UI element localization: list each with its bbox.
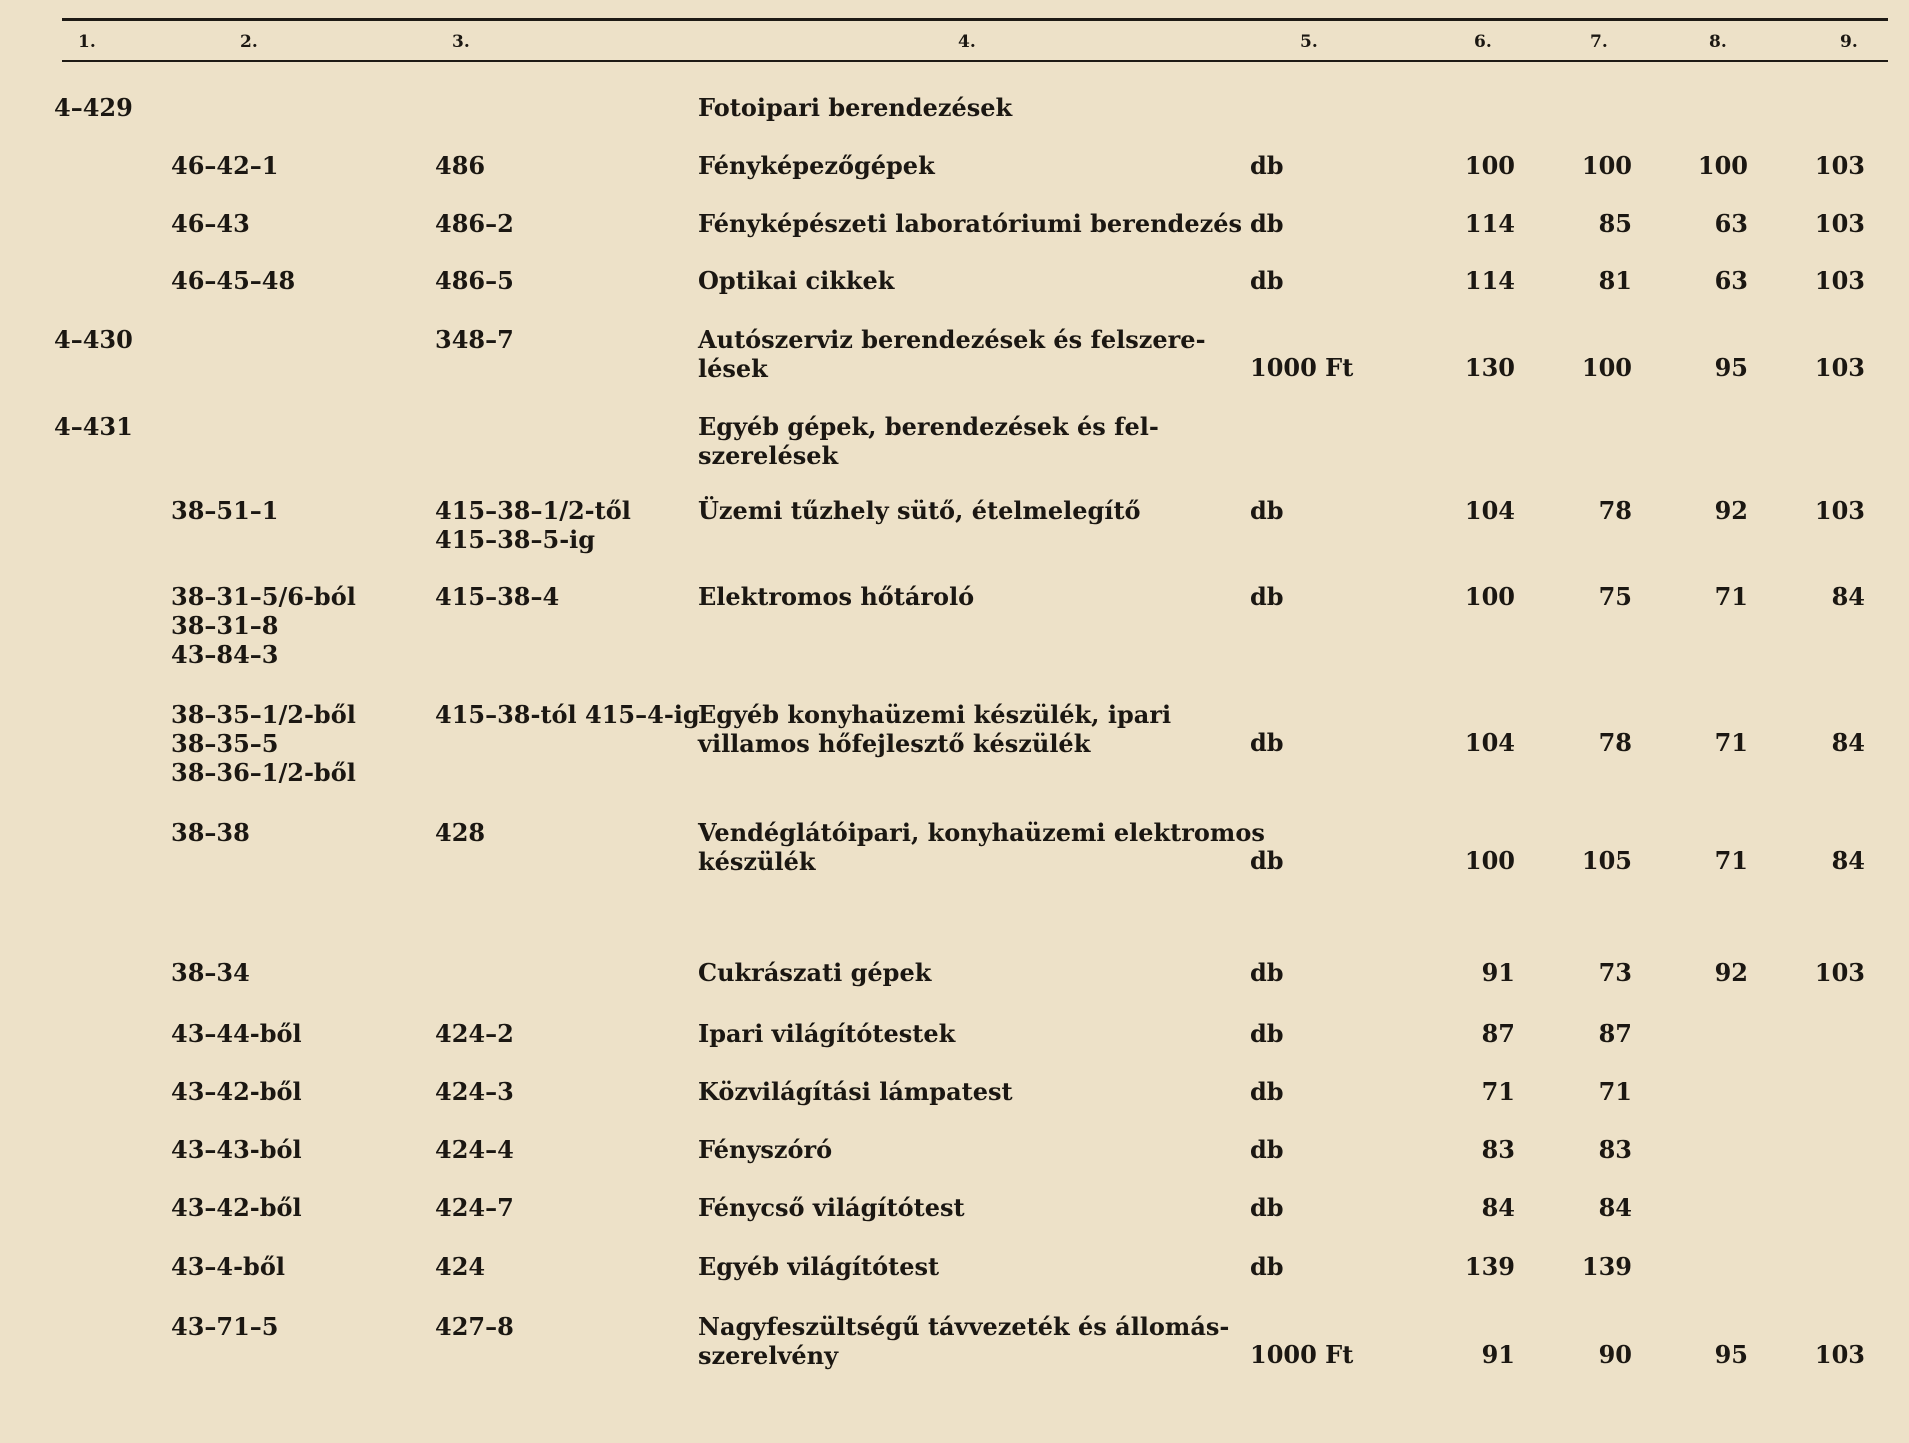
value-cell-7: 78 (1598, 496, 1632, 525)
description-cell-line: Autószerviz berendezések és felszere- (698, 325, 1206, 354)
value-cell-8: 95 (1714, 1340, 1748, 1369)
ref-code-cell-line: 424–4 (435, 1135, 514, 1164)
value-cell-8: 100 (1697, 151, 1748, 180)
code-cell-line: 38–36–1/2-ből (171, 758, 356, 787)
value-cell-9: 103 (1814, 266, 1865, 295)
description-cell-line: Egyéb gépek, berendezések és fel- (698, 412, 1159, 441)
column-header-4: 4. (958, 32, 976, 52)
code-cell-line: 38–35–5 (171, 729, 279, 758)
value-cell-9: 103 (1814, 958, 1865, 987)
description-cell (698, 1252, 939, 1281)
ref-code-cell (435, 151, 485, 180)
value-cell-7: 100 (1581, 151, 1632, 180)
description-cell (698, 266, 894, 295)
ref-code-cell-line: 486–5 (435, 266, 514, 295)
code-cell-line: 46–43 (171, 209, 250, 238)
value-cell-7: 83 (1598, 1135, 1632, 1164)
value-cell-6: 84 (1481, 1193, 1515, 1222)
code-cell (171, 1135, 302, 1164)
ref-code-cell (435, 1135, 514, 1164)
unit-cell: db (1250, 266, 1284, 295)
ref-code-cell-line: 415–38–1/2-től (435, 496, 631, 525)
value-cell-9: 84 (1831, 846, 1865, 875)
code-cell-line: 43–44-ből (171, 1019, 302, 1048)
value-cell-8: 95 (1714, 353, 1748, 382)
ref-code-cell-line: 348–7 (435, 325, 514, 354)
unit-cell: db (1250, 1135, 1284, 1164)
code-cell (171, 496, 279, 525)
code-cell (171, 1193, 302, 1222)
description-cell-line: Egyéb konyhaüzemi készülék, ipari (698, 700, 1172, 729)
unit-cell: 1000 Ft (1250, 1340, 1354, 1369)
description-cell-line: Fénycső világítótest (698, 1193, 965, 1222)
column-header-8: 8. (1709, 32, 1727, 52)
code-cell-line: 38–34 (171, 958, 250, 987)
description-cell-line: Közvilágítási lámpatest (698, 1077, 1013, 1106)
description-cell-line: Fényképészeti laboratóriumi berendezés (698, 209, 1243, 238)
column-header-1: 1. (78, 32, 96, 52)
value-cell-9: 103 (1814, 353, 1865, 382)
description-cell-line: Fényképezőgépek (698, 151, 935, 180)
description-cell (698, 1135, 832, 1164)
description-cell (698, 1019, 955, 1048)
code-cell-line: 46–42–1 (171, 151, 279, 180)
description-cell-line: készülék (698, 847, 816, 876)
ref-code-cell (435, 582, 559, 611)
value-cell-6: 83 (1481, 1135, 1515, 1164)
ref-code-cell (435, 700, 700, 729)
code-cell-line: 46–45–48 (171, 266, 296, 295)
description-cell-line: Fotoipari berendezések (698, 93, 1013, 122)
ref-code-cell (435, 1193, 514, 1222)
value-cell-8: 71 (1714, 728, 1748, 757)
description-cell-line: szerelések (698, 441, 839, 470)
ref-code-cell (435, 1077, 514, 1106)
code-cell (171, 151, 279, 180)
value-cell-7: 78 (1598, 728, 1632, 757)
value-cell-6: 87 (1481, 1019, 1515, 1048)
value-cell-7: 71 (1598, 1077, 1632, 1106)
unit-cell: db (1250, 728, 1284, 757)
value-cell-9: 103 (1814, 496, 1865, 525)
code-cell (171, 1077, 302, 1106)
value-cell-6: 114 (1464, 266, 1515, 295)
description-cell (698, 1312, 1229, 1370)
unit-cell: db (1250, 496, 1284, 525)
value-cell-8: 63 (1714, 266, 1748, 295)
ref-code-cell (435, 1312, 514, 1341)
description-cell-line: Üzemi tűzhely sütő, ételmelegítő (698, 496, 1141, 525)
value-cell-8: 71 (1714, 846, 1748, 875)
ref-code-cell-line: 486–2 (435, 209, 514, 238)
ref-code-cell-line: 486 (435, 151, 486, 180)
description-cell-line: Elektromos hőtároló (698, 582, 975, 611)
ref-code-cell-line: 428 (435, 818, 486, 847)
code-cell (171, 266, 295, 295)
value-cell-8: 92 (1714, 496, 1748, 525)
ref-code-cell-line: 415–38-tól 415–4-ig (435, 700, 700, 729)
value-cell-7: 75 (1598, 582, 1632, 611)
ref-code-cell-line: 427–8 (435, 1312, 514, 1341)
value-cell-8: 71 (1714, 582, 1748, 611)
unit-cell: 1000 Ft (1250, 353, 1354, 382)
ref-code-cell (435, 325, 514, 354)
unit-cell: db (1250, 1019, 1284, 1048)
value-cell-6: 104 (1464, 728, 1515, 757)
ref-code-cell-line: 424 (435, 1252, 486, 1281)
value-cell-6: 91 (1481, 958, 1515, 987)
description-cell-line: Ipari világítótestek (698, 1019, 956, 1048)
unit-cell: db (1250, 582, 1284, 611)
value-cell-6: 139 (1464, 1252, 1515, 1281)
value-cell-9: 84 (1831, 582, 1865, 611)
description-cell-line: Optikai cikkek (698, 266, 895, 295)
code-cell (171, 1019, 302, 1048)
description-cell (698, 151, 935, 180)
description-cell-line: Cukrászati gépek (698, 958, 932, 987)
code-cell-line: 43–42-ből (171, 1077, 302, 1106)
code-cell (171, 818, 250, 847)
unit-cell: db (1250, 209, 1284, 238)
group-code-cell: 4–431 (54, 412, 133, 441)
ref-code-cell-line: 424–7 (435, 1193, 514, 1222)
ref-code-cell-line: 424–2 (435, 1019, 514, 1048)
ref-code-cell (435, 209, 514, 238)
value-cell-9: 103 (1814, 1340, 1865, 1369)
description-cell-line: Vendéglátóipari, konyhaüzemi elektromos (698, 818, 1265, 847)
column-header-9: 9. (1840, 32, 1858, 52)
ref-code-cell (435, 496, 631, 554)
code-cell-line: 38–51–1 (171, 496, 279, 525)
column-header-5: 5. (1300, 32, 1318, 52)
unit-cell: db (1250, 1252, 1284, 1281)
code-cell-line: 38–38 (171, 818, 250, 847)
description-cell (698, 496, 1141, 525)
ref-code-cell-line: 415–38–4 (435, 582, 560, 611)
column-header-6: 6. (1474, 32, 1492, 52)
description-cell-line: Egyéb világítótest (698, 1252, 940, 1281)
code-cell-line: 43–42-ből (171, 1193, 302, 1222)
description-cell (698, 209, 1242, 238)
code-cell-line: 38–31–8 (171, 611, 279, 640)
code-cell-line: 38–35–1/2-ből (171, 700, 356, 729)
description-cell (698, 1077, 1013, 1106)
description-cell (698, 700, 1171, 758)
value-cell-6: 91 (1481, 1340, 1515, 1369)
value-cell-6: 100 (1464, 582, 1515, 611)
ref-code-cell (435, 1019, 514, 1048)
code-cell (171, 1252, 285, 1281)
value-cell-6: 71 (1481, 1077, 1515, 1106)
value-cell-9: 103 (1814, 209, 1865, 238)
value-cell-7: 81 (1598, 266, 1632, 295)
description-cell-line: villamos hőfejlesztő készülék (698, 729, 1091, 758)
header-rule (62, 60, 1888, 62)
description-cell (698, 1193, 965, 1222)
ref-code-cell (435, 818, 485, 847)
value-cell-7: 73 (1598, 958, 1632, 987)
group-code-cell: 4–429 (54, 93, 133, 122)
description-cell-line: Fényszóró (698, 1135, 833, 1164)
description-cell (698, 582, 974, 611)
unit-cell: db (1250, 151, 1284, 180)
unit-cell: db (1250, 1193, 1284, 1222)
value-cell-6: 130 (1464, 353, 1515, 382)
code-cell (171, 582, 356, 669)
value-cell-6: 114 (1464, 209, 1515, 238)
description-cell-line: szerelvény (698, 1341, 839, 1370)
description-cell (698, 412, 1159, 470)
code-cell-line: 43–4-ből (171, 1252, 285, 1281)
unit-cell: db (1250, 1077, 1284, 1106)
code-cell (171, 700, 356, 787)
code-cell (171, 958, 250, 987)
ref-code-cell (435, 1252, 485, 1281)
code-cell (171, 209, 250, 238)
description-cell-line: Nagyfeszültségű távvezeték és állomás- (698, 1312, 1230, 1341)
group-code-cell: 4–430 (54, 325, 133, 354)
code-cell-line: 43–71–5 (171, 1312, 279, 1341)
code-cell-line: 38–31–5/6-ból (171, 582, 356, 611)
column-header-3: 3. (452, 32, 470, 52)
ref-code-cell-line: 424–3 (435, 1077, 514, 1106)
value-cell-6: 100 (1464, 151, 1515, 180)
unit-cell: db (1250, 846, 1284, 875)
column-header-2: 2. (240, 32, 258, 52)
top-rule (62, 18, 1888, 21)
value-cell-8: 92 (1714, 958, 1748, 987)
ref-code-cell (435, 266, 514, 295)
value-cell-7: 87 (1598, 1019, 1632, 1048)
ref-code-cell-line: 415–38–5-ig (435, 525, 596, 554)
code-cell-line: 43–84–3 (171, 640, 279, 669)
code-cell (171, 1312, 279, 1341)
description-cell-line: lések (698, 354, 768, 383)
value-cell-7: 90 (1598, 1340, 1632, 1369)
description-cell (698, 325, 1206, 383)
value-cell-8: 63 (1714, 209, 1748, 238)
value-cell-7: 85 (1598, 209, 1632, 238)
value-cell-7: 139 (1581, 1252, 1632, 1281)
unit-cell: db (1250, 958, 1284, 987)
value-cell-9: 84 (1831, 728, 1865, 757)
value-cell-9: 103 (1814, 151, 1865, 180)
value-cell-7: 105 (1581, 846, 1632, 875)
value-cell-6: 100 (1464, 846, 1515, 875)
description-cell (698, 93, 1012, 122)
value-cell-6: 104 (1464, 496, 1515, 525)
column-header-7: 7. (1590, 32, 1608, 52)
code-cell-line: 43–43-ból (171, 1135, 302, 1164)
description-cell (698, 818, 1265, 876)
description-cell (698, 958, 931, 987)
value-cell-7: 84 (1598, 1193, 1632, 1222)
value-cell-7: 100 (1581, 353, 1632, 382)
